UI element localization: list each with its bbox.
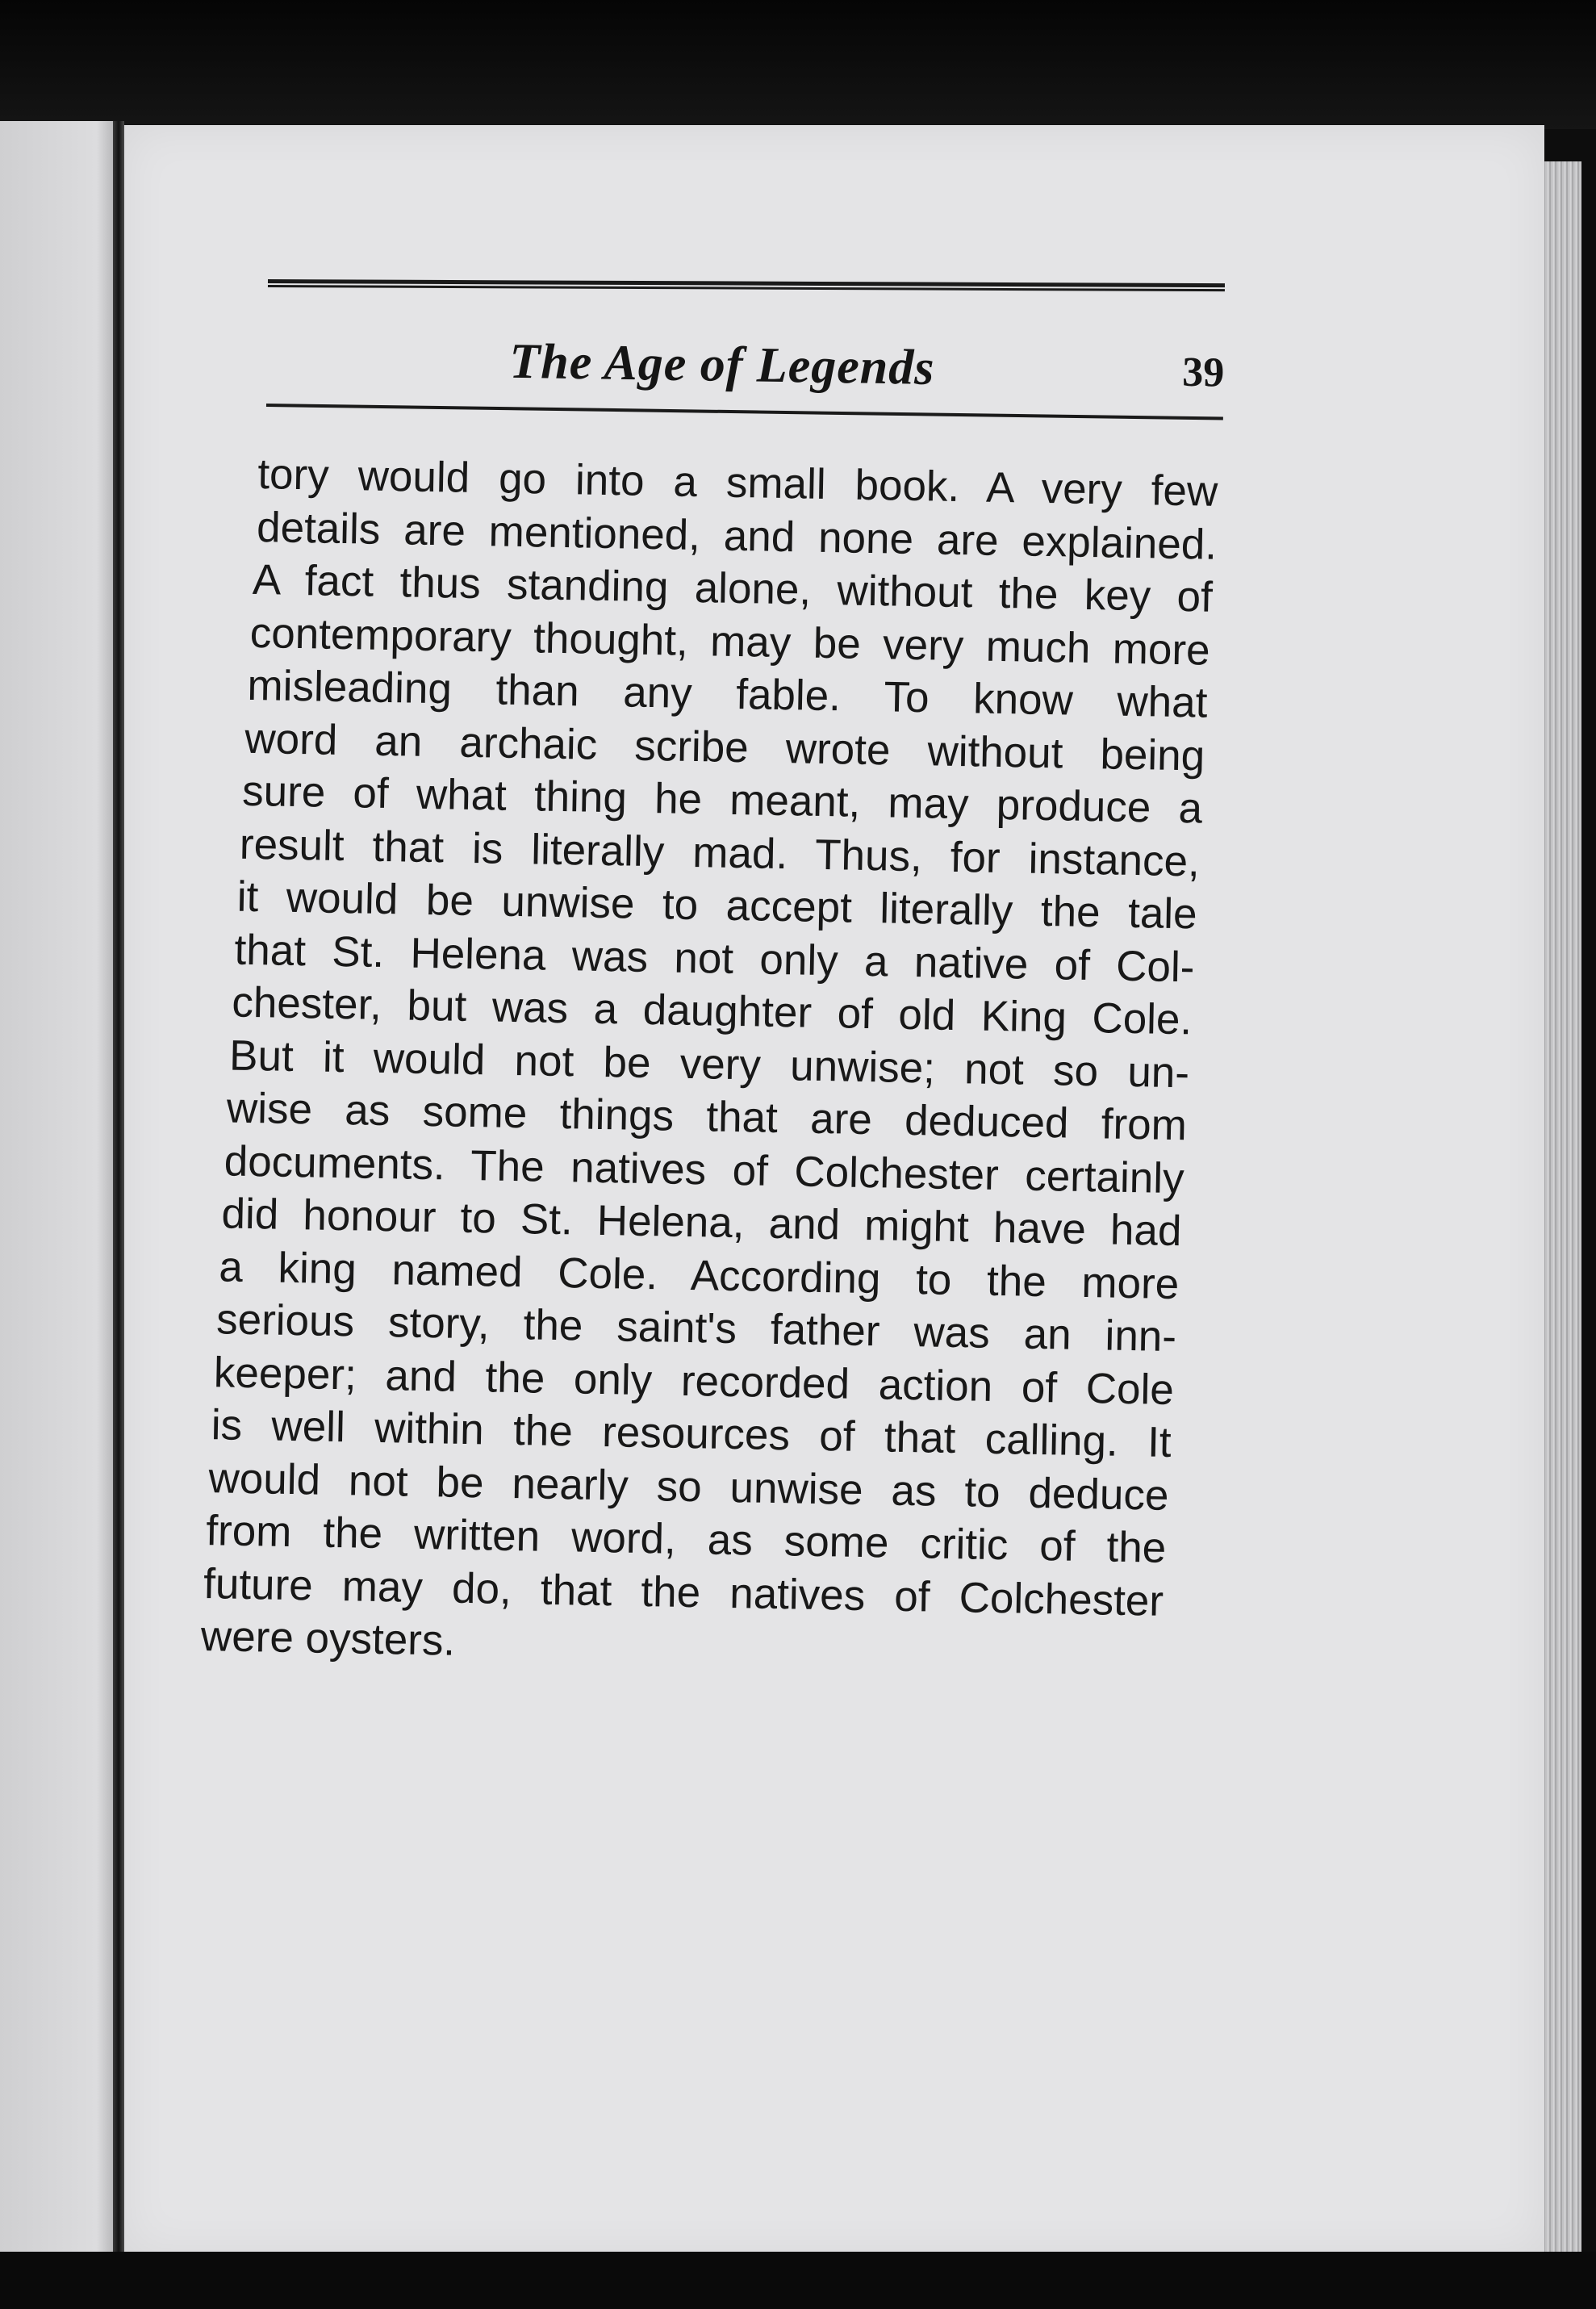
book-gutter [113,121,124,2252]
text-line: it would be unwise to accept literally the tale [236,872,1198,939]
text-line: serious story, the saint's father was an inn- [215,1295,1177,1362]
text-line: result that is literally mad. Thus, for instance, [239,820,1201,885]
text-line: were oysters. [200,1612,456,1665]
text-line: documents. The natives of Colchester certainly [224,1136,1185,1203]
text-line: details are mentioned, and none are explained. [256,503,1218,569]
text-line: A fact thus standing alone, without the key of [252,555,1214,621]
text-line: sure of what thing he meant, may produce a [241,767,1203,833]
scan-background-bottom [0,2252,1596,2309]
text-line: word an archaic scribe wrote without being [244,714,1205,780]
text-line: did honour to St. Helena, and might have had [221,1190,1182,1256]
text-line: tory would go into a small book. A very few [257,450,1218,516]
text-line: is well within the resources of that calling. It [211,1401,1172,1466]
text-line: from the written word, as some critic of the [205,1507,1167,1572]
body-text [200,448,1224,1681]
text-line: would not be nearly so unwise as to deduce [208,1454,1169,1520]
text-line: chester, but was a daughter of old King Cole. [231,978,1193,1044]
text-line: keeper; and the only recorded action of Cole [213,1348,1175,1414]
running-head-title: The Age of Legends [508,333,935,395]
page-number: 39 [1181,349,1225,396]
scan-background-top [0,0,1596,129]
text-line: wise as some things that are deduced from [226,1084,1188,1150]
text-line: misleading than any fable. To know what [247,661,1208,727]
facing-page-edge [0,121,121,2252]
text-line: future may do, that the natives of Colchester [203,1559,1164,1625]
text-line: that St. Helena was not only a native of Col- [234,926,1195,991]
text-line: contemporary thought, may be very much more [249,609,1211,675]
text-line: a king named Cole. According to the more [218,1242,1180,1308]
text-line: But it would not be very unwise; not so un- [228,1031,1190,1097]
